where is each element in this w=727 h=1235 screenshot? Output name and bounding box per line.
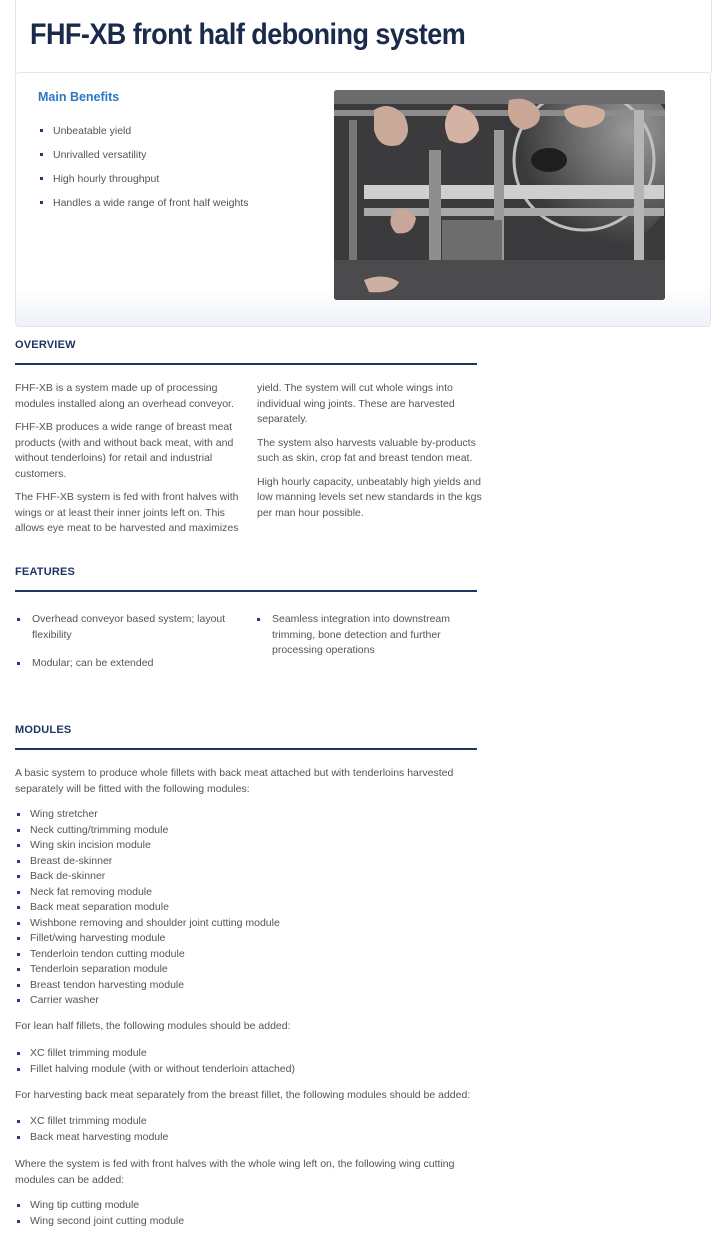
overview-heading: OVERVIEW <box>15 339 76 351</box>
bullet-icon <box>17 813 20 816</box>
benefit-item: Unrivalled versatility <box>40 148 249 172</box>
bullet-icon <box>17 906 20 909</box>
header-border-left <box>15 0 16 73</box>
module-item: Back meat separation module <box>17 900 280 916</box>
bullet-icon <box>40 177 43 180</box>
machine-photo <box>334 90 665 300</box>
bullet-icon <box>17 875 20 878</box>
bullet-icon <box>17 968 20 971</box>
lean-intro: For lean half fillets, the following modules should be added: <box>15 1020 291 1032</box>
header-border-right <box>711 0 712 73</box>
features-rule <box>15 590 477 592</box>
bullet-icon <box>40 129 43 132</box>
bullet-icon <box>17 937 20 940</box>
basic-modules-list <box>17 807 280 1009</box>
module-item: Fillet/wing harvesting module <box>17 931 280 947</box>
bullet-icon <box>17 860 20 863</box>
module-item: Wing second joint cutting module <box>17 1214 184 1230</box>
bullet-icon <box>17 618 20 621</box>
module-item: Back meat harvesting module <box>17 1130 168 1146</box>
benefit-item: Unbeatable yield <box>40 124 249 148</box>
benefit-item: Handles a wide range of front half weights <box>40 196 249 220</box>
bullet-icon <box>17 984 20 987</box>
modules-intro: A basic system to produce whole fillets with back meat attached but with tenderloins harvested separately will be fitted with the following modules: <box>15 767 454 795</box>
features-list-2 <box>257 612 472 672</box>
wing-intro: Where the system is fed with front halves with the whole wing left on, the following wing cutting modules can be added: <box>15 1158 455 1186</box>
bullet-icon <box>40 153 43 156</box>
module-item: Fillet halving module (with or without tenderloin attached) <box>17 1062 295 1078</box>
module-item: XC fillet trimming module <box>17 1114 168 1130</box>
bullet-icon <box>17 953 20 956</box>
bullet-icon <box>17 844 20 847</box>
bullet-icon <box>17 1136 20 1139</box>
module-item: Wing skin incision module <box>17 838 280 854</box>
module-item: Breast tendon harvesting module <box>17 978 280 994</box>
features-heading: FEATURES <box>15 566 76 578</box>
module-item: Wishbone removing and shoulder joint cutting module <box>17 916 280 932</box>
module-item: Tenderloin separation module <box>17 962 280 978</box>
machine-photo-illustration <box>334 90 665 300</box>
benefits-list <box>40 124 249 220</box>
bullet-icon <box>17 1068 20 1071</box>
lean-modules-list <box>17 1046 295 1077</box>
overview-column-1: FHF-XB is a system made up of processing modules installed along an overhead conveyor. FHF-XB produces a wide range of breast meat products (with and without back meat, with and without tenderloins) for retail and industrial customers. The FHF-XB system is fed with front halves with wings or at least their inner joints left on. This allows eye meat to be harvested and maximizes <box>15 382 239 534</box>
bullet-icon <box>17 1204 20 1207</box>
features-list-1 <box>17 612 232 685</box>
module-item: Neck fat removing module <box>17 885 280 901</box>
bullet-icon <box>40 201 43 204</box>
module-item: Tenderloin tendon cutting module <box>17 947 280 963</box>
feature-item: Modular; can be extended <box>17 656 232 672</box>
feature-item: Seamless integration into downstream trimming, bone detection and further processing operations <box>257 612 472 659</box>
bullet-icon <box>17 1220 20 1223</box>
module-item: Wing tip cutting module <box>17 1198 184 1214</box>
feature-item: Overhead conveyor based system; layout flexibility <box>17 612 232 643</box>
page-title: FHF-XB front half deboning system <box>30 18 466 51</box>
back-meat-intro: For harvesting back meat separately from the breast fillet, the following modules should be added: <box>15 1089 471 1101</box>
module-item: Neck cutting/trimming module <box>17 823 280 839</box>
bullet-icon <box>17 1052 20 1055</box>
bullet-icon <box>17 662 20 665</box>
bullet-icon <box>17 829 20 832</box>
overview-column-2: yield. The system will cut whole wings into individual wing joints. These are harvested separately. The system also harvests valuable by-products such as skin, crop fat and breast tendon meat. High hourly capacity, unbeatably high yields and low manning levels set new standards in the kgs per man hour possible. <box>257 382 482 519</box>
modules-rule <box>15 748 477 750</box>
bullet-icon <box>17 891 20 894</box>
module-item: Back de-skinner <box>17 869 280 885</box>
overview-rule <box>15 363 477 365</box>
wing-modules-list <box>17 1198 184 1229</box>
bullet-icon <box>257 618 260 621</box>
modules-heading: MODULES <box>15 724 72 736</box>
module-item: Breast de-skinner <box>17 854 280 870</box>
back-meat-modules-list <box>17 1114 168 1145</box>
module-item: Carrier washer <box>17 993 280 1009</box>
module-item: Wing stretcher <box>17 807 280 823</box>
module-item: XC fillet trimming module <box>17 1046 295 1062</box>
bullet-icon <box>17 1120 20 1123</box>
benefit-item: High hourly throughput <box>40 172 249 196</box>
benefits-title: Main Benefits <box>38 90 120 104</box>
bullet-icon <box>17 999 20 1002</box>
bullet-icon <box>17 922 20 925</box>
